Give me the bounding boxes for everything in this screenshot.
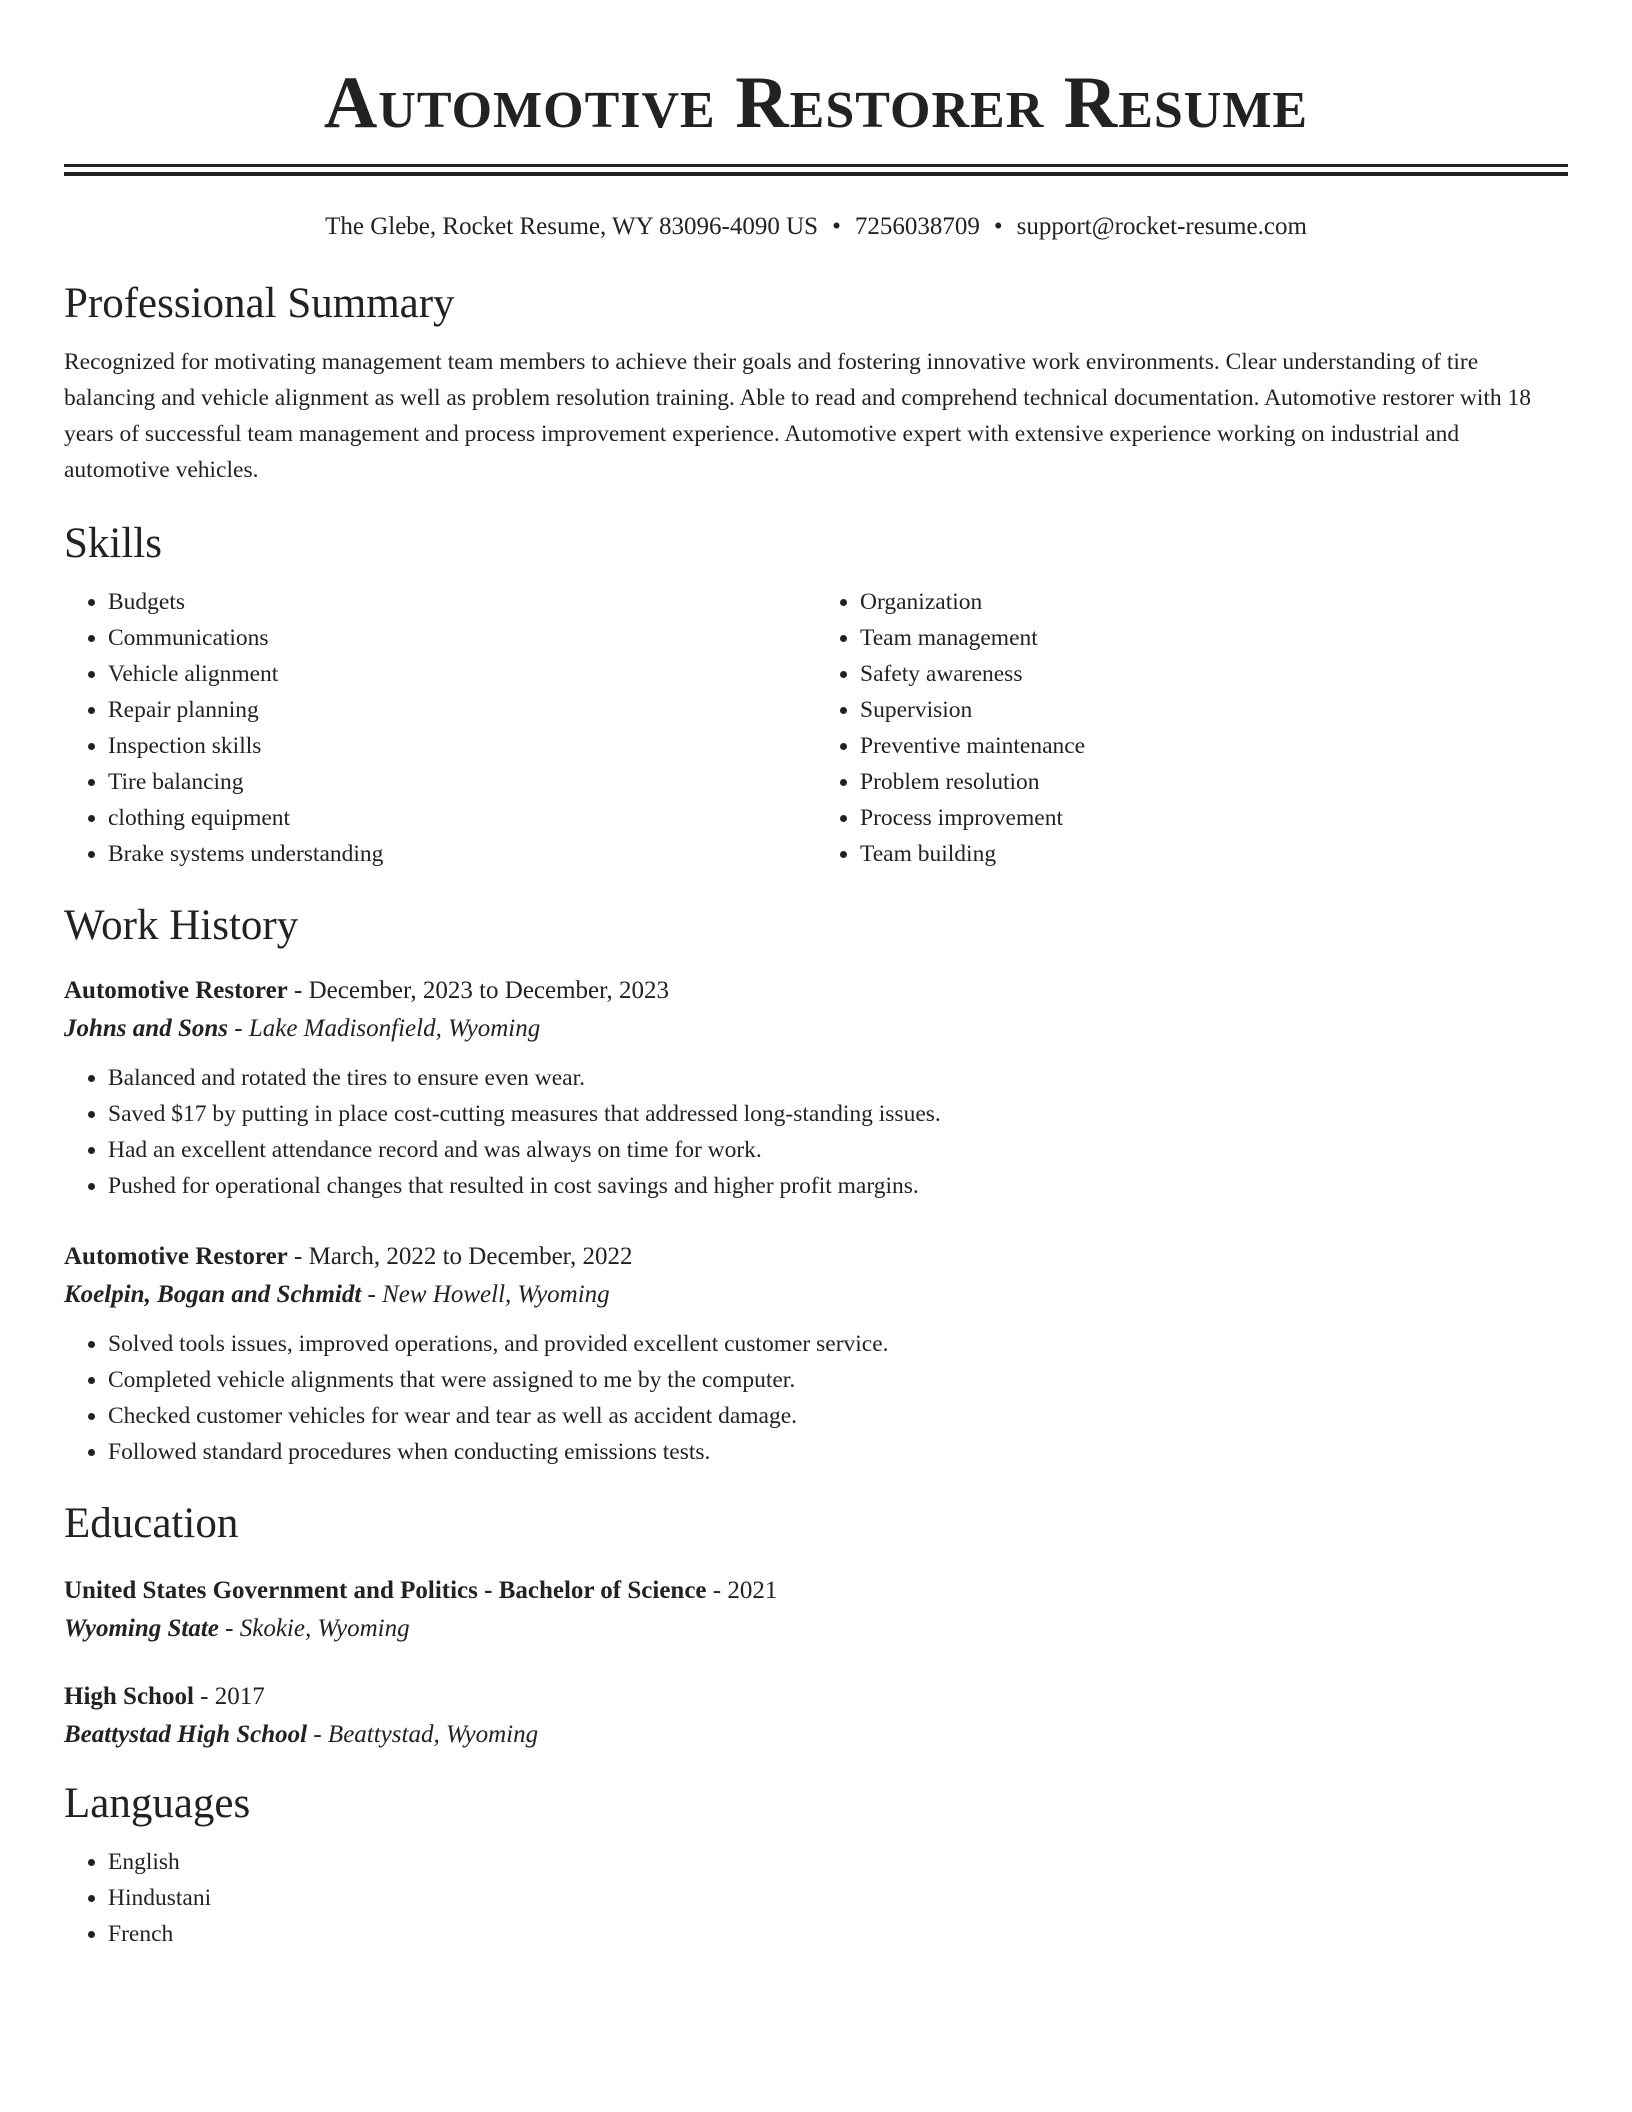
skill-item: • Safety awareness xyxy=(860,656,1568,692)
school-line xyxy=(64,1610,1568,1648)
job-location: Lake Madisonfield, Wyoming xyxy=(248,1015,541,1042)
job-dates: March, 2022 to December, 2022 xyxy=(308,1243,633,1270)
connector: - xyxy=(218,1615,240,1642)
job-title: Automotive Restorer xyxy=(64,977,288,1004)
connector: - xyxy=(706,1577,728,1604)
education-entry xyxy=(64,1678,1568,1754)
skill-item: • clothing equipment xyxy=(108,800,816,836)
job-dates: December, 2023 to December, 2023 xyxy=(308,977,669,1004)
job-title-line xyxy=(64,1238,1568,1276)
job-company: Koelpin, Bogan and Schmidt xyxy=(64,1281,362,1308)
job-company: Johns and Sons xyxy=(64,1015,228,1042)
connector: - xyxy=(287,1243,309,1270)
job-bullet: • Solved tools issues, improved operations, and provided excellent customer service. xyxy=(108,1326,1568,1362)
contact-email: support@rocket-resume.com xyxy=(1016,213,1307,240)
skill-item: • Communications xyxy=(108,620,816,656)
graduation-year: 2017 xyxy=(214,1683,265,1710)
skill-item: • Inspection skills xyxy=(108,728,816,764)
job-bullet: • Balanced and rotated the tires to ensure even wear. xyxy=(108,1060,1568,1096)
skill-item: • Repair planning xyxy=(108,692,816,728)
languages-heading: Languages xyxy=(64,1780,251,1827)
skill-item: • Preventive maintenance xyxy=(860,728,1568,764)
job-title: Automotive Restorer xyxy=(64,1243,288,1270)
connector: - xyxy=(193,1683,215,1710)
summary-heading: Professional Summary xyxy=(64,280,455,327)
skill-item: • Brake systems understanding xyxy=(108,836,816,872)
language-item: • English xyxy=(108,1844,1568,1880)
job-title-line xyxy=(64,972,1568,1010)
title-rule-top xyxy=(64,164,1568,167)
contact-phone: 7256038709 xyxy=(854,213,980,240)
degree-line xyxy=(64,1678,1568,1716)
job-bullets xyxy=(64,1060,1568,1204)
school-line xyxy=(64,1716,1568,1754)
work-history-heading: Work History xyxy=(64,902,299,949)
graduation-year: 2021 xyxy=(727,1577,778,1604)
skill-item: • Budgets xyxy=(108,584,816,620)
skill-item: • Supervision xyxy=(860,692,1568,728)
connector: - xyxy=(287,977,309,1004)
connector: - xyxy=(307,1721,328,1748)
skill-item: • Problem resolution xyxy=(860,764,1568,800)
skills-column-right xyxy=(816,584,1568,872)
skill-item: • Organization xyxy=(860,584,1568,620)
skill-item: • Team building xyxy=(860,836,1568,872)
education-entry xyxy=(64,1572,1568,1648)
language-item: • French xyxy=(108,1916,1568,1952)
language-item: • Hindustani xyxy=(108,1880,1568,1916)
job-company-line xyxy=(64,1276,1568,1314)
contact-line xyxy=(64,212,1568,242)
languages-list xyxy=(64,1844,1568,1952)
school-location: Skokie, Wyoming xyxy=(239,1615,410,1642)
job-company-line xyxy=(64,1010,1568,1048)
summary-text: Recognized for motivating management team members to achieve their goals and fostering innovative work environments. Clear understanding of tire balancing and vehicle alignment as well as problem resolution training. Able to read and comprehend technical documentation. Automotive restorer with 18 years of successful team management and process improvement experience. Automotive expert with extensive experience working on industrial and automotive vehicles. xyxy=(64,349,1532,483)
skills-grid xyxy=(64,584,1568,872)
job-bullet: • Checked customer vehicles for wear and tear as well as accident damage. xyxy=(108,1398,1568,1434)
contact-address: The Glebe, Rocket Resume, WY 83096-4090 US xyxy=(325,213,819,240)
education-heading: Education xyxy=(64,1500,239,1547)
job-bullet: • Followed standard procedures when conducting emissions tests. xyxy=(108,1434,1568,1470)
job-bullet: • Saved $17 by putting in place cost-cutting measures that addressed long-standing issues. xyxy=(108,1096,1568,1132)
connector: - xyxy=(361,1281,383,1308)
degree: High School xyxy=(64,1683,194,1710)
connector: - xyxy=(227,1015,249,1042)
job-bullet: • Had an excellent attendance record and was always on time for work. xyxy=(108,1132,1568,1168)
skills-column-left xyxy=(64,584,816,872)
school-name: Wyoming State xyxy=(64,1615,219,1642)
skill-item: • Process improvement xyxy=(860,800,1568,836)
job-bullet: • Completed vehicle alignments that were assigned to me by the computer. xyxy=(108,1362,1568,1398)
contact-separator: • xyxy=(832,213,841,240)
work-entry xyxy=(64,972,1568,1204)
degree-line xyxy=(64,1572,1568,1610)
work-entry xyxy=(64,1238,1568,1470)
degree: United States Government and Politics - Bachelor of Science xyxy=(64,1577,707,1604)
resume-title: Automotive Restorer Resume xyxy=(323,62,1309,144)
title-rule-bottom xyxy=(64,172,1568,176)
skill-item: • Team management xyxy=(860,620,1568,656)
skills-heading: Skills xyxy=(64,520,162,567)
school-name: Beattystad High School xyxy=(64,1721,308,1748)
job-bullets xyxy=(64,1326,1568,1470)
skill-item: • Vehicle alignment xyxy=(108,656,816,692)
school-location: Beattystad, Wyoming xyxy=(327,1721,539,1748)
contact-separator: • xyxy=(993,213,1003,240)
job-location: New Howell, Wyoming xyxy=(382,1281,610,1308)
skill-item: • Tire balancing xyxy=(108,764,816,800)
job-bullet: • Pushed for operational changes that resulted in cost savings and higher profit margins. xyxy=(108,1168,1568,1204)
